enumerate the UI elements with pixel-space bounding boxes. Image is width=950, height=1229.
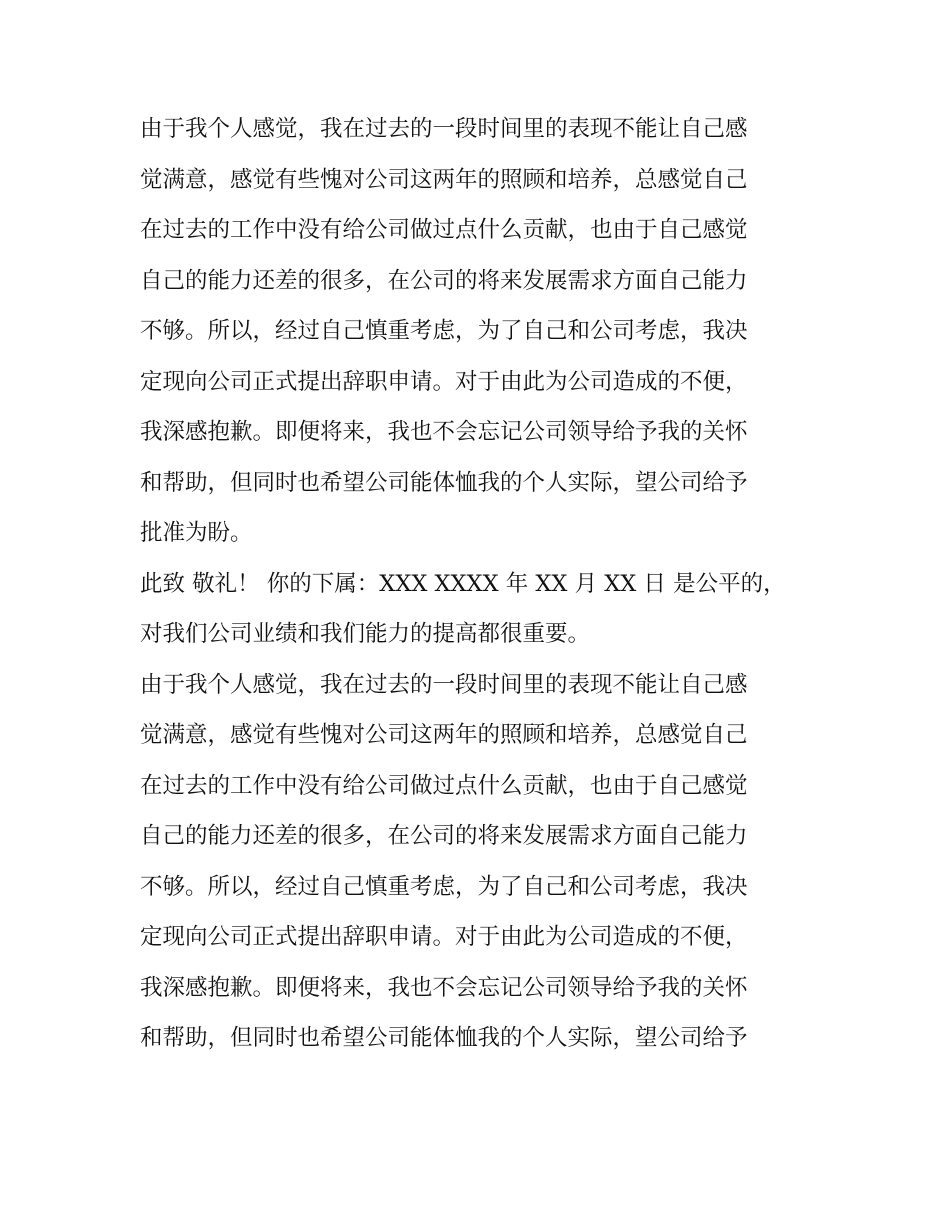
text-line: 和帮助，但同时也希望公司能体恤我的个人实际，望公司给予 (140, 469, 748, 496)
text-line: 在过去的工作中没有给公司做过点什么贡献，也由于自己感觉 (140, 217, 748, 243)
text-line: 对我们公司业绩和我们能力的提高都很重要。 (140, 621, 591, 647)
text-line: 觉满意，感觉有些愧对公司这两年的照顾和培养，总感觉自己 (140, 166, 748, 193)
text-line: 由于我个人感觉，我在过去的一段时间里的表现不能让自己感 (140, 116, 748, 142)
text-line: 定现向公司正式提出辞职申请。对于由此为公司造成的不便， (140, 368, 748, 395)
text-line: 我深感抱歉。即便将来，我也不会忘记公司领导给予我的关怀 (140, 974, 748, 1001)
text-line: 和帮助，但同时也希望公司能体恤我的个人实际，望公司给予 (140, 1025, 748, 1051)
text-line: 自己的能力还差的很多，在公司的将来发展需求方面自己能力 (140, 267, 748, 294)
text-line: 不够。所以，经过自己慎重考虑，为了自己和公司考虑，我决 (140, 873, 748, 900)
text-line: 批准为盼。 (140, 520, 253, 546)
text-line: 定现向公司正式提出辞职申请。对于由此为公司造成的不便， (140, 924, 748, 950)
document-body (140, 104, 812, 1064)
text-line: 在过去的工作中没有给公司做过点什么贡献，也由于自己感觉 (140, 772, 748, 799)
text-line: 自己的能力还差的很多，在公司的将来发展需求方面自己能力 (140, 823, 748, 849)
text-line: 我深感抱歉。即便将来，我也不会忘记公司领导给予我的关怀 (140, 419, 748, 445)
text-line: 由于我个人感觉，我在过去的一段时间里的表现不能让自己感 (140, 671, 748, 698)
text-line: 不够。所以，经过自己慎重考虑，为了自己和公司考虑，我决 (140, 318, 748, 344)
text-line: 觉满意，感觉有些愧对公司这两年的照顾和培养，总感觉自己 (140, 722, 748, 748)
closing-line: 此致 敬礼！ 你的下属：XXX XXXX 年 XX 月 XX 日 是公平的， (140, 570, 786, 597)
